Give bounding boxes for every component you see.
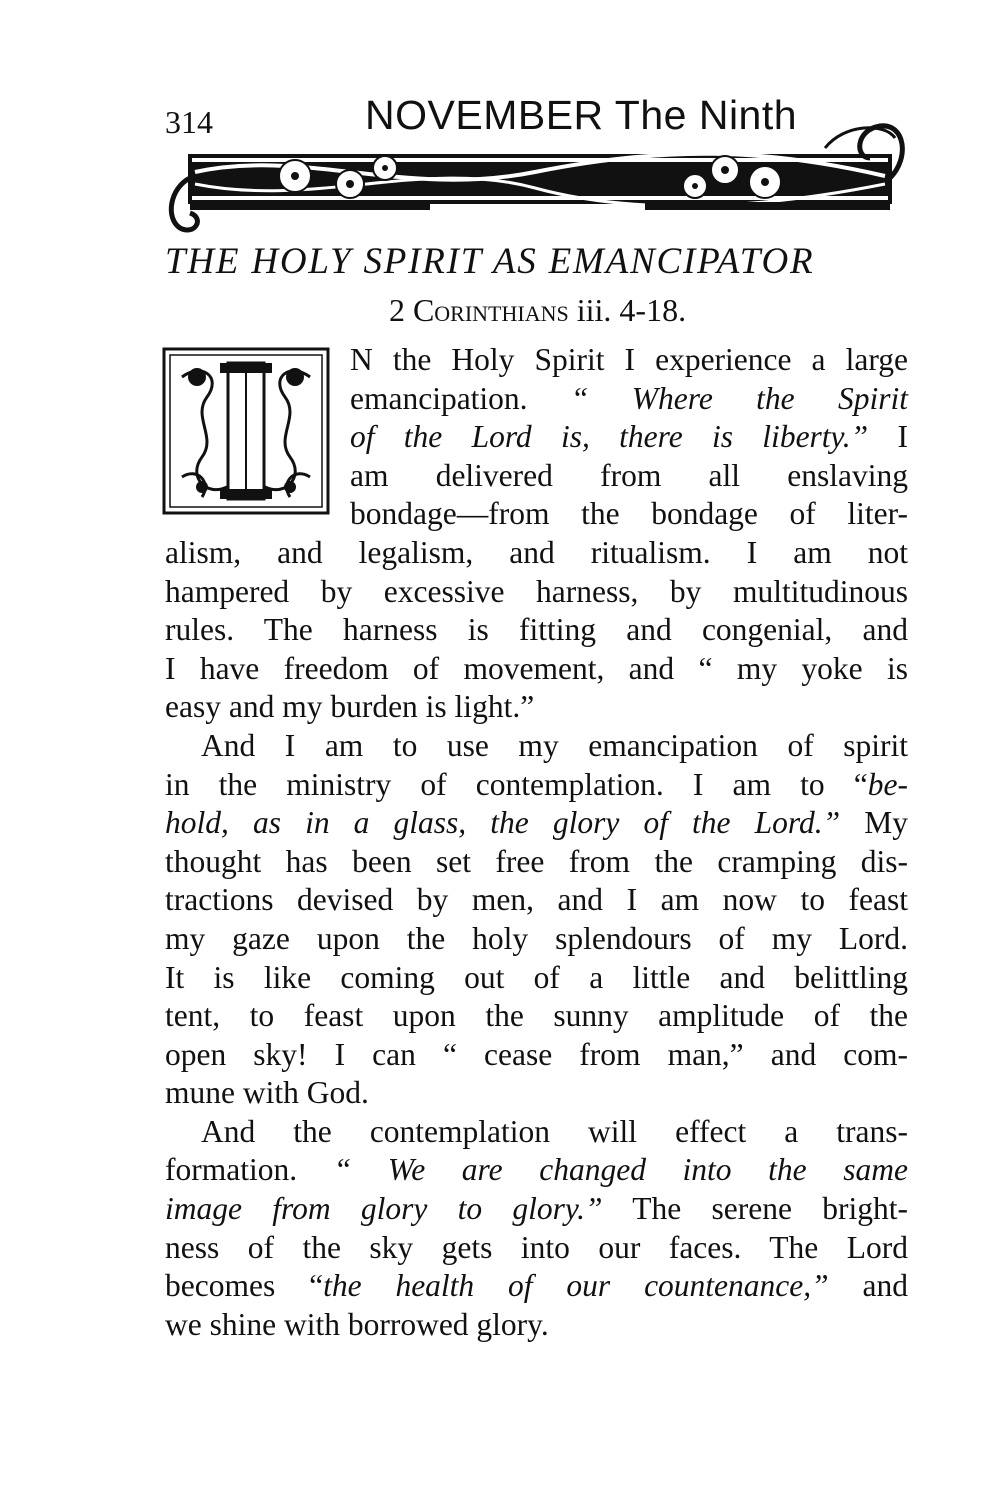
text-line: image from glory to glory.” The serene bright- bbox=[165, 1191, 908, 1227]
text-line: And the contemplation will effect a trans- bbox=[201, 1113, 908, 1149]
text-line: thought has been set free from the cramping dis- bbox=[165, 843, 908, 879]
text-line: hampered by excessive harness, by multitudinous bbox=[165, 573, 908, 609]
body-text bbox=[165, 341, 908, 1344]
text-line: formation. “ We are changed into the same bbox=[165, 1152, 909, 1188]
text-line: mune with God. bbox=[165, 1075, 369, 1111]
scripture-book: 2 Corinthians bbox=[388, 292, 569, 328]
text-line: And I am to use my emancipation of spirit bbox=[201, 727, 908, 763]
page-number: 314 bbox=[165, 104, 213, 140]
text-line: I have freedom of movement, and “ my yoke is bbox=[165, 650, 908, 686]
text-line: hold, as in a glass, the glory of the Lord.” My bbox=[165, 805, 909, 841]
text-line: bondage—from the bondage of liter- bbox=[350, 496, 908, 532]
text-line: we shine with borrowed glory. bbox=[165, 1306, 549, 1342]
text-line: becomes “the health of our countenance,” and bbox=[165, 1268, 909, 1304]
scripture-chapter: iii. 4-18. bbox=[576, 292, 687, 328]
text-line: emancipation. “ Where the Spirit bbox=[350, 380, 908, 416]
scripture-reference bbox=[165, 292, 910, 329]
text-line: am delivered from all enslaving bbox=[350, 457, 908, 493]
text-line: of the Lord is, there is liberty.” I bbox=[350, 419, 908, 455]
text-line: in the ministry of contemplation. I am to “be- bbox=[165, 766, 908, 802]
text-line: alism, and legalism, and ritualism. I am not bbox=[165, 534, 908, 570]
text-line: tent, to feast upon the sunny amplitude of the bbox=[165, 998, 908, 1034]
text-line: open sky! I can “ cease from man,” and com- bbox=[165, 1036, 908, 1072]
floral-scroll-banner-icon bbox=[165, 118, 910, 243]
text-line: ness of the sky gets into our faces. The Lord bbox=[165, 1229, 908, 1265]
text-line: tractions devised by men, and I am now to feast bbox=[165, 882, 908, 918]
text-line: rules. The harness is fitting and congenial, and bbox=[165, 612, 908, 648]
chapter-title: THE HOLY SPIRIT AS EMANCIPATOR bbox=[165, 241, 815, 282]
text-line: It is like coming out of a little and belittling bbox=[165, 959, 908, 995]
text-line: N the Holy Spirit I experience a large bbox=[350, 342, 908, 377]
text-line: easy and my burden is light.” bbox=[165, 689, 535, 725]
text-line: my gaze upon the holy splendours of my Lord. bbox=[165, 920, 908, 956]
running-head: NOVEMBER The Ninth bbox=[365, 92, 798, 138]
